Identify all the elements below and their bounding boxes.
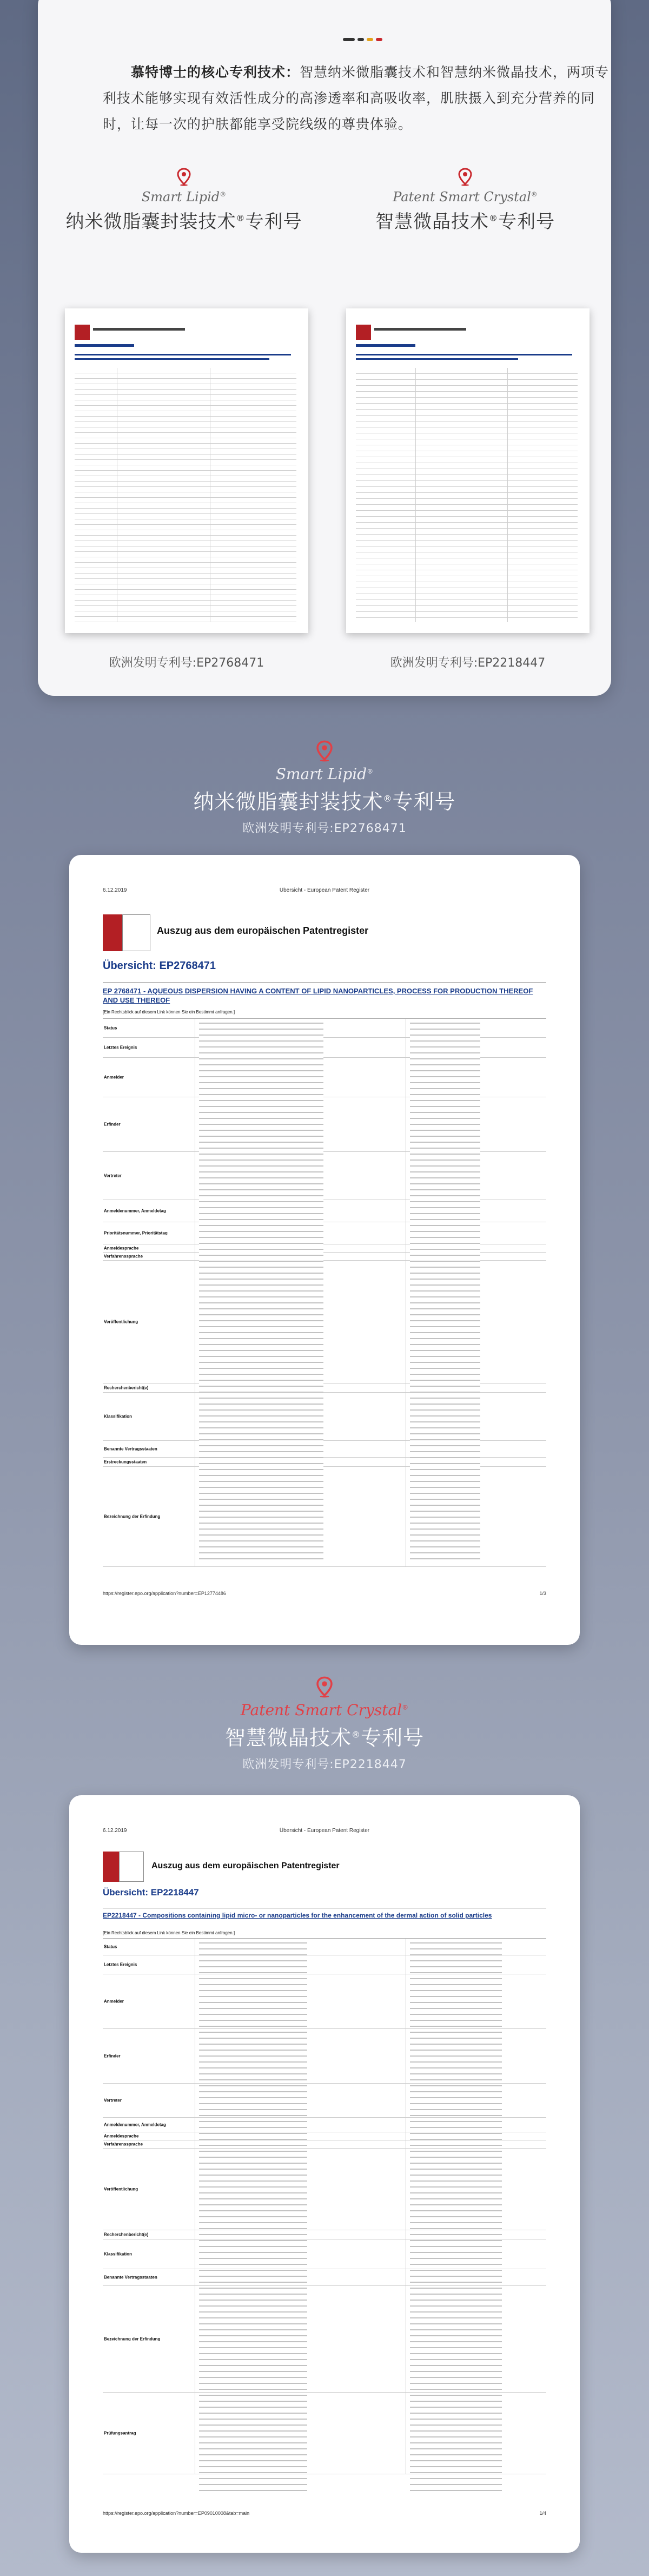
location-pin-icon [176, 168, 192, 186]
patent-title-link[interactable]: EP 2768471 - AQUEOUS DISPERSION HAVING A CONTENT OF LIPID NANOPARTICLES, PROCESS FOR PRODUCTION THEREOF AND USE THEREOF [103, 983, 546, 1005]
thumbnail-ep2218447 [346, 308, 590, 633]
document-frame-1 [69, 855, 580, 1645]
doc-page-number: 1/3 [539, 1591, 546, 1596]
table-row: Verfahrenssprache [103, 2140, 546, 2149]
epo-logo [103, 1852, 119, 1882]
section-header-crystal [0, 1676, 649, 1772]
doc-header: Übersicht - European Patent Register [279, 1828, 370, 1834]
patent-title: 智慧微晶技术®专利号 [375, 211, 555, 233]
intro-body: 智慧纳米微脂囊技术和智慧纳米微晶技术，两项专利技术能够实现有效活性成分的高渗透率和高吸收率，肌肤摄入到充分营养的同时，让每一次的护肤都能享受院线级的尊贵体验。 [103, 64, 610, 132]
table-row: Bezeichnung der Erfindung [103, 1467, 546, 1567]
doc-overview: Übersicht: EP2768471 [103, 960, 216, 972]
table-row: Recherchenbericht(e) [103, 1383, 546, 1393]
patent-block-crystal [335, 168, 595, 233]
doc-overview: Übersicht: EP2218447 [103, 1887, 199, 1898]
patent-number: 欧洲发明专利号:EP2768471 [242, 822, 407, 835]
doc-date: 6.12.2019 [103, 1828, 127, 1834]
table-row: Anmeldesprache [103, 1244, 546, 1253]
doc-title: Auszug aus dem europäischen Patentregister [157, 925, 369, 936]
table-text-lines [199, 1020, 543, 1562]
brand-script: Smart Lipid® [275, 765, 374, 783]
table-row: Erfinder [103, 1097, 546, 1152]
table-row: Anmeldenummer, Anmeldetag [103, 1200, 546, 1222]
table-row: Prioritätsnummer, Prioritätstag [103, 1222, 546, 1244]
intro-lead: 慕特博士的核心专利技术： [131, 64, 300, 80]
thumbnail-caption: 欧洲发明专利号:EP2768471 [109, 656, 264, 670]
table-row: Letztes Ereignis [103, 1955, 546, 1974]
table-row: Status [103, 1019, 546, 1038]
table-row: Status [103, 1939, 546, 1955]
table-row: Erstreckungsstaaten [103, 1458, 546, 1467]
patent-title: 智慧微晶技术®专利号 [224, 1726, 425, 1750]
doc-footer-url: https://register.epo.org/application?number=EP12774486 [103, 1591, 226, 1596]
table-row: Erfinder [103, 2029, 546, 2084]
doc-note: [Ein Rechtsblick auf diesem Link können Sie ein Bestimmt anfragen.] [103, 1931, 235, 1935]
table-row: Anmeldesprache [103, 2132, 546, 2140]
table-row: Klassifikation [103, 1393, 546, 1441]
table-row: Anmeldenummer, Anmeldetag [103, 2118, 546, 2132]
patent-title: 纳米微脂囊封装技术®专利号 [65, 211, 302, 233]
intro-card [38, 0, 611, 696]
location-pin-icon [457, 168, 473, 186]
table-row: Benannte Vertragsstaaten [103, 1441, 546, 1458]
thumbnail-caption: 欧洲发明专利号:EP2218447 [390, 656, 546, 670]
table-row: Letztes Ereignis [103, 1038, 546, 1058]
table-text-lines [199, 1940, 543, 2492]
doc-page-number: 1/4 [539, 2511, 546, 2516]
intro-text [103, 60, 622, 137]
table-row: Anmelder [103, 1974, 546, 2029]
decorative-dots [343, 38, 382, 41]
thumbnail-ep2768471 [65, 308, 308, 633]
patent-register-page-1 [103, 887, 546, 1612]
patent-number: 欧洲发明专利号:EP2218447 [242, 1758, 407, 1771]
table-row: Klassifikation [103, 2239, 546, 2269]
section-header-lipid [0, 740, 649, 836]
patent-register-page-2 [103, 1828, 546, 2526]
doc-date: 6.12.2019 [103, 887, 127, 893]
doc-note: [Ein Rechtsblick auf diesem Link können Sie ein Bestimmt anfragen.] [103, 1010, 235, 1014]
location-pin-icon [315, 1676, 334, 1698]
location-pin-icon [315, 740, 334, 762]
table-row: Anmelder [103, 1058, 546, 1097]
brand-script: Smart Lipid® [141, 189, 227, 205]
epo-logo [103, 914, 122, 951]
table-row: Verfahrenssprache [103, 1253, 546, 1261]
patent-block-lipid [54, 168, 314, 233]
table-row: Veröffentlichung [103, 2149, 546, 2230]
table-row: Veröffentlichung [103, 1261, 546, 1383]
doc-title: Auszug aus dem europäischen Patentregister [151, 1861, 340, 1870]
table-row: Benannte Vertragsstaaten [103, 2269, 546, 2286]
table-row: Vertreter [103, 2084, 546, 2118]
table-row: Prüfungsantrag [103, 2393, 546, 2474]
brand-script: Patent Smart Crystal® [240, 1701, 409, 1719]
doc-footer-url: https://register.epo.org/application?number=EP09010008&tab=main [103, 2511, 250, 2516]
table-row: Bezeichnung der Erfindung [103, 2286, 546, 2393]
doc-header: Übersicht - European Patent Register [279, 887, 370, 893]
document-frame-2 [69, 1795, 580, 2553]
patent-title: 纳米微脂囊封装技术®专利号 [193, 790, 456, 814]
table-row: Vertreter [103, 1152, 546, 1200]
brand-script: Patent Smart Crystal® [393, 189, 538, 205]
patent-title-link[interactable]: EP2218447 - Compositions containing lipid micro- or nanoparticles for the enhancement of the dermal action of solid particles [103, 1908, 546, 1920]
table-row: Recherchenbericht(e) [103, 2230, 546, 2239]
